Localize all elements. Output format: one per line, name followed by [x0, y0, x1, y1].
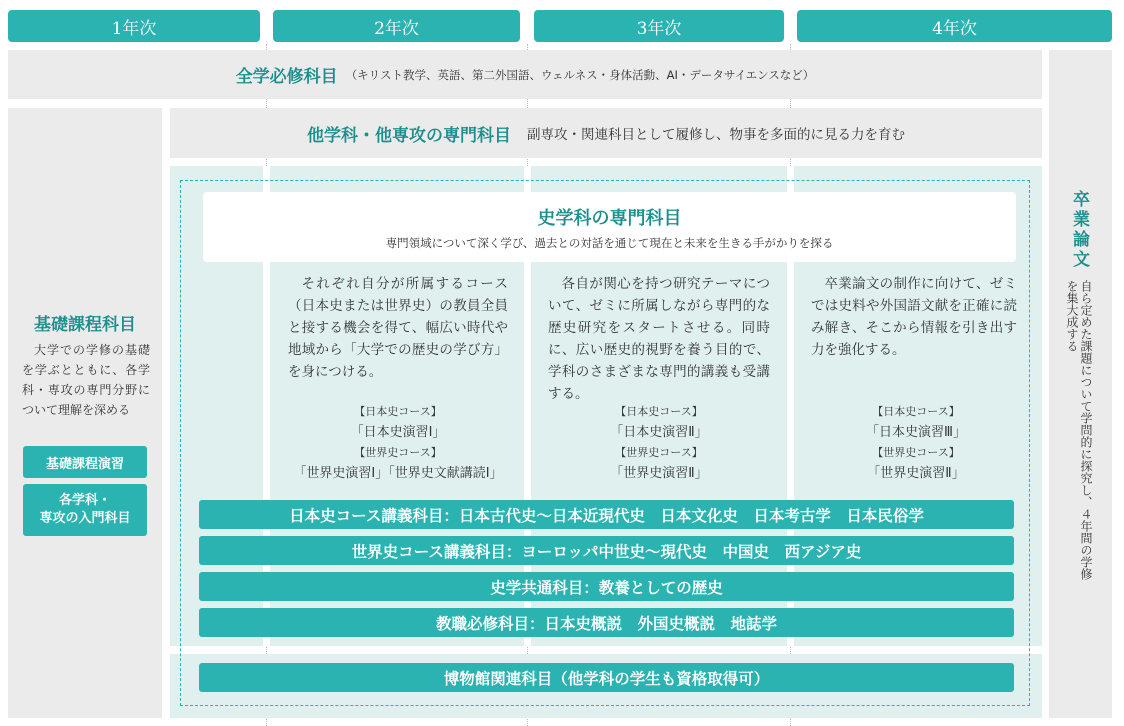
other-dept-band [170, 108, 1042, 158]
course-tag: 【世界史コース】 [354, 446, 442, 459]
course-tag: 【世界史コース】 [872, 446, 960, 459]
other-dept-desc: 副専攻・関連科目として履修し、物事を多面的に見る力を育む [527, 127, 905, 143]
course-tag: 【日本史コース】 [615, 405, 703, 418]
year3-description: 各自が関心を持つ研究テーマについて、ゼミに所属しながら専門的な歴史研究をスタートさせる。同時に、広い歴史的視野を養う目的で、学科のさまざまな専門的講義も受講する。 [548, 276, 770, 402]
basic-seminar-button: 基礎課程演習 [23, 446, 147, 478]
year2-description: それぞれ自分が所属するコース（日本史または世界史）の教員全員と接する機会を得て、幅広い時代や地域から「大学での歴史の学び方」を身につける。 [288, 276, 508, 380]
specialty-title: 史学科の専門科目 [537, 208, 682, 229]
general-required-note: （キリスト教学、英語、第二外国語、ウェルネス・身体活動、AI・データサイエンスなど） [345, 67, 815, 82]
course-tag: 【日本史コース】 [354, 405, 442, 418]
general-required-band [8, 50, 1042, 99]
japanese-history-lectures-bar: 日本史コース講義科目：日本古代史〜日本近現代史 日本文化史 日本考古学 日本民俗学 [199, 500, 1014, 529]
specialty-header [203, 192, 1016, 262]
course-name: 「世界史演習Ⅱ」 [867, 465, 965, 481]
basic-course-band [8, 108, 162, 718]
year-header-4: 4年次 [797, 10, 1112, 42]
course-tag: 【日本史コース】 [872, 405, 960, 418]
year-header-1: 1年次 [8, 10, 260, 42]
world-history-lectures-bar: 世界史コース講義科目：ヨーロッパ中世史〜現代史 中国史 西アジア史 [199, 536, 1014, 565]
common-history-bar: 史学共通科目：教養としての歴史 [199, 572, 1014, 601]
year4-courses [796, 402, 1036, 484]
intro-courses-button: 各学科・ 専攻の入門科目 [23, 484, 147, 536]
year3-courses [534, 402, 784, 484]
teaching-required-bar: 教職必修科目：日本史概説 外国史概説 地誌学 [199, 608, 1014, 637]
basic-course-title: 基礎課程科目 [34, 315, 136, 335]
thesis-band [1049, 50, 1112, 718]
thesis-title: 卒業論文 [1069, 190, 1089, 270]
museum-courses-bar: 博物館関連科目（他学科の学生も資格取得可） [199, 663, 1014, 692]
specialty-desc: 専門領域について深く学び、過去との対話を通じて現在と未来を生きる手がかりを探る [385, 236, 834, 250]
general-required-title: 全学必修科目 [235, 67, 338, 87]
year2-courses [272, 402, 524, 484]
course-name: 「日本史演習Ⅰ」 [350, 424, 446, 440]
course-name: 「世界史演習Ⅰ」「世界史文献講読Ⅰ」 [293, 465, 503, 481]
year-header-2: 2年次 [273, 10, 520, 42]
course-name: 「日本史演習Ⅲ」 [866, 424, 966, 440]
other-dept-title: 他学科・他専攻の専門科目 [307, 125, 511, 146]
basic-course-desc: 大学での学修の基礎を学ぶとともに、各学科・専攻の専門分野について理解を深める [22, 343, 150, 417]
course-name: 「日本史演習Ⅱ」 [610, 424, 708, 440]
year4-description: 卒業論文の制作に向けて、ゼミでは史料や外国語文献を正確に読み解き、そこから情報を引き出す力を強化する。 [811, 276, 1017, 358]
course-tag: 【世界史コース】 [615, 446, 703, 459]
course-name: 「世界史演習Ⅱ」 [610, 465, 708, 481]
year-header-3: 3年次 [534, 10, 784, 42]
thesis-desc: 自ら定めた課題について学問的に探究し、４年間の学修を集大成する [1065, 280, 1093, 580]
